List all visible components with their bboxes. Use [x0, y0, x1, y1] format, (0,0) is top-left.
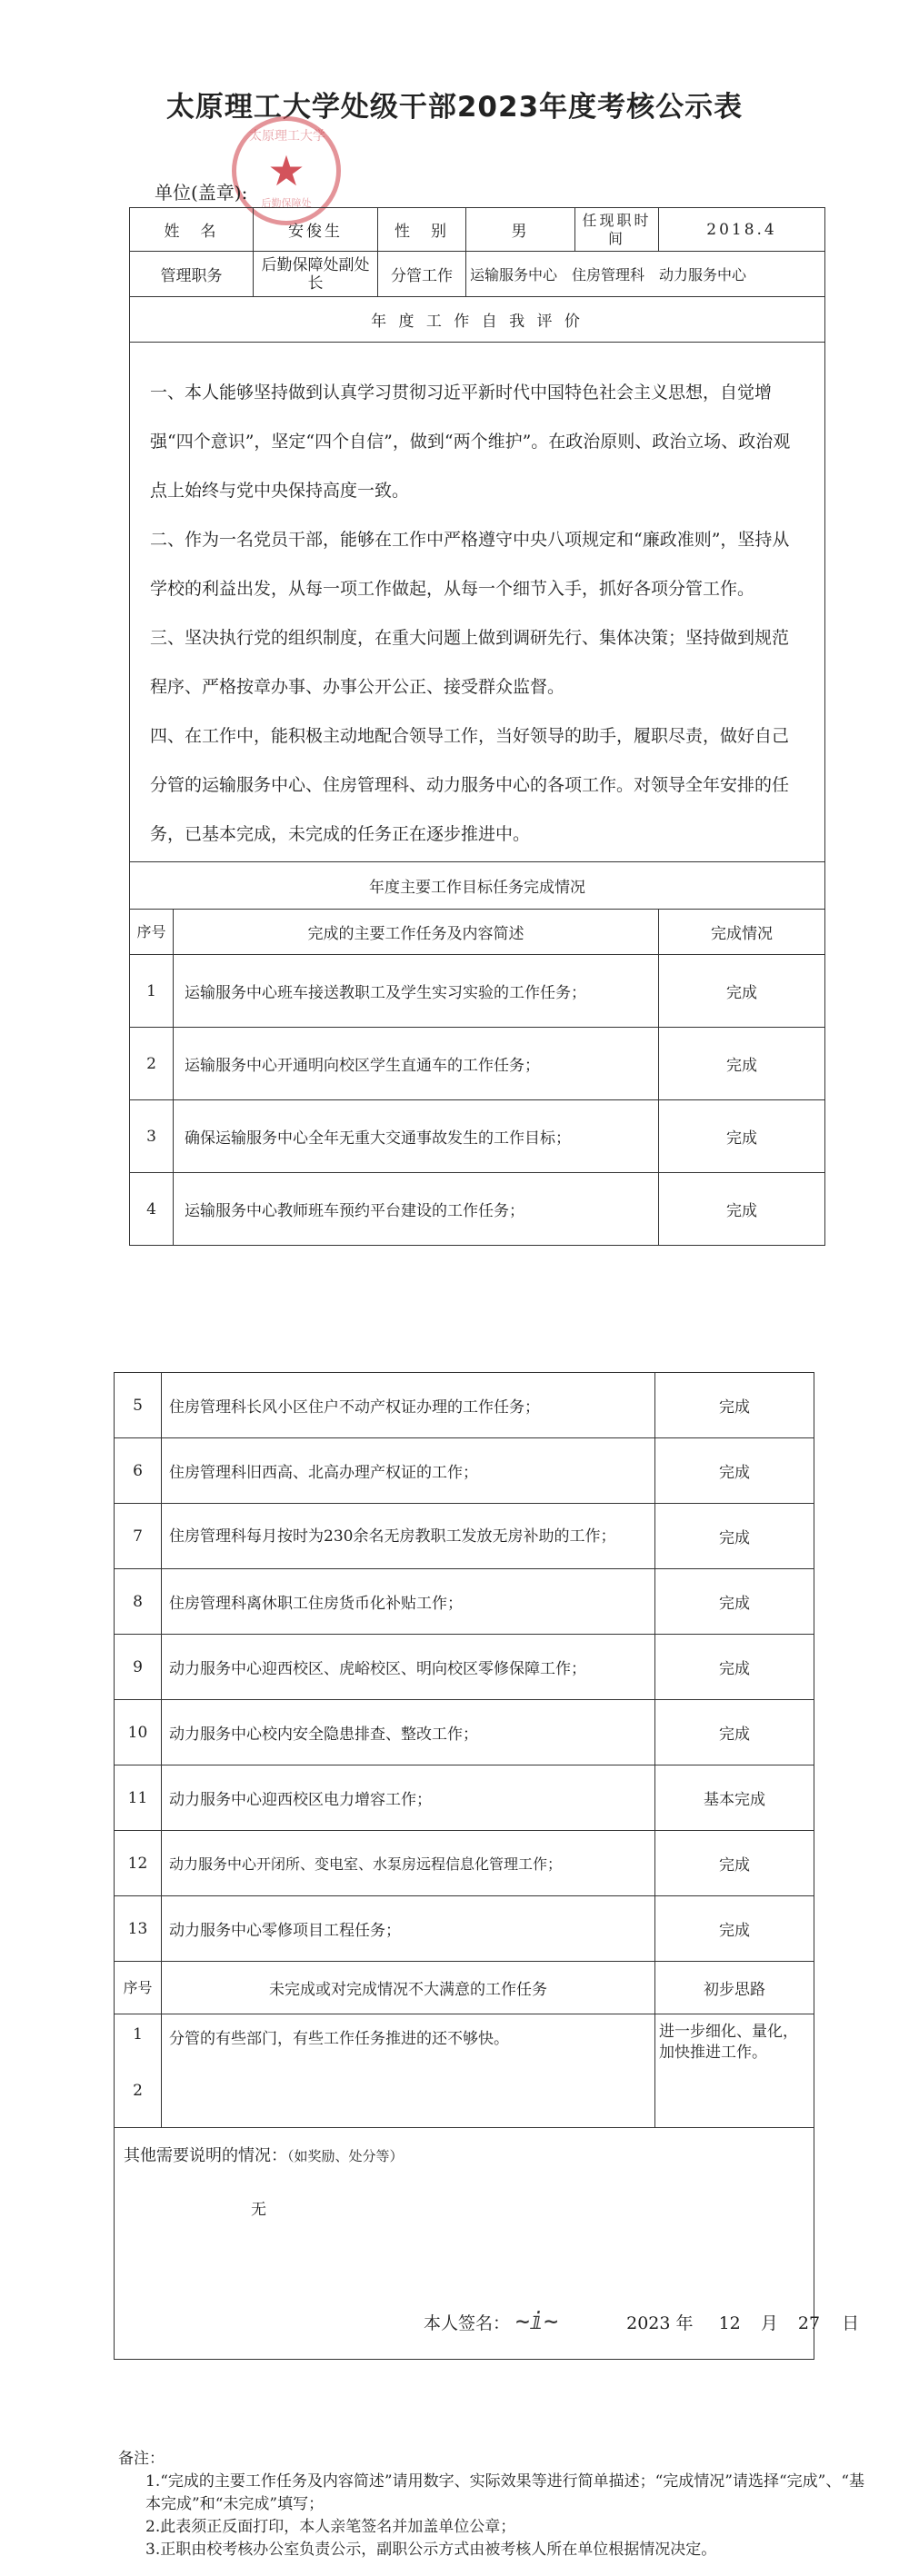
task-no: 8 [115, 1569, 162, 1635]
star-icon: ★ [267, 146, 305, 195]
table-row [115, 1569, 814, 1635]
table-row [130, 1028, 825, 1100]
task-desc: 运输服务中心开通明向校区学生直通车的工作任务； [174, 1028, 659, 1100]
name-label: 姓 名 [130, 208, 254, 252]
task-no: 1 [130, 955, 174, 1028]
task-status: 完成 [659, 955, 825, 1028]
other-section [115, 2128, 860, 2360]
notes-label: 备注： [118, 2450, 165, 2468]
self-eval-para-1: 一、本人能够坚持做到认真学习贯彻习近平新时代中国特色社会主义思想，自觉增强“四个意识”，坚定“四个自信”，做到“两个维护”。在政治原则、政治立场、政治观点上始终与党中央保持高度一致。 [150, 383, 791, 501]
task-no: 2 [130, 1028, 174, 1100]
unfinished-desc: 分管的有些部门，有些工作任务推进的还不够快。 [162, 2014, 655, 2128]
handwritten-signature: ~ⅈ~ [515, 2308, 559, 2335]
self-eval-heading: 年 度 工 作 自 我 评 价 [130, 297, 825, 343]
task-no: 3 [130, 1100, 174, 1173]
duty-label: 管理职务 [130, 252, 254, 297]
task-desc: 住房管理科每月按时为230余名无房教职工发放无房补助的工作； [162, 1504, 655, 1569]
task-desc: 确保运输服务中心全年无重大交通事故发生的工作目标； [174, 1100, 659, 1173]
task-desc: 住房管理科长风小区住户不动产权证办理的工作任务； [162, 1373, 655, 1438]
task-desc: 动力服务中心校内安全隐患排查、整改工作； [162, 1700, 655, 1765]
task-desc: 住房管理科离休职工住房货币化补贴工作； [162, 1569, 655, 1635]
tasks-heading: 年度主要工作目标任务完成情况 [130, 862, 825, 910]
unfinished-col-idea: 初步思路 [655, 1962, 814, 2014]
task-status: 完成 [655, 1700, 814, 1765]
assessment-table-page1 [129, 207, 825, 1246]
task-status: 完成 [655, 1504, 814, 1569]
sign-month: 12 [718, 2313, 741, 2333]
assessment-table-page2 [114, 1372, 860, 2360]
table-row [130, 1173, 825, 1246]
note-item: 1.“完成的主要工作任务及内容简述”请用数字、实际效果等进行简单描述；“完成情况”请选择“完成”、“基本完成”和“未完成”填写； [145, 2472, 865, 2513]
task-no: 10 [115, 1700, 162, 1765]
unfinished-nos [115, 2014, 162, 2128]
unfinished-col-desc: 未完成或对完成情况不大满意的工作任务 [162, 1962, 655, 2014]
self-eval-para-2: 二、作为一名党员干部，能够在工作中严格遵守中央八项规定和“廉政准则”，坚持从学校的利益出发，从每一项工作做起，从每一个细节入手，抓好各项分管工作。 [150, 530, 790, 599]
table-row [115, 1831, 814, 1896]
task-no: 6 [115, 1438, 162, 1504]
charge-value: 运输服务中心 住房管理科 动力服务中心 [466, 252, 825, 297]
task-no: 12 [115, 1831, 162, 1896]
other-hint: （如奖励、处分等） [287, 2148, 404, 2164]
gender-label: 性 别 [378, 208, 466, 252]
task-no: 4 [130, 1173, 174, 1246]
unfinished-no: 2 [133, 2082, 143, 2100]
signature-line [424, 2308, 860, 2335]
task-status: 完成 [659, 1028, 825, 1100]
table-row [115, 1504, 814, 1569]
task-desc: 动力服务中心开闭所、变电室、水泵房远程信息化管理工作； [162, 1831, 655, 1896]
task-status: 完成 [659, 1173, 825, 1246]
name-value: 安俊生 [254, 208, 378, 252]
task-status: 基本完成 [655, 1765, 814, 1831]
table-row [115, 1896, 814, 1962]
task-desc: 动力服务中心迎西校区、虎峪校区、明向校区零修保障工作； [162, 1635, 655, 1700]
self-eval-para-4: 四、在工作中，能积极主动地配合领导工作，当好领导的助手，履职尽责，做好自己分管的运输服务中心、住房管理科、动力服务中心的各项工作。对领导全年安排的任务，已基本完成，未完成的任务正在逐步推进中。 [150, 726, 790, 844]
other-content: 无 [251, 2201, 266, 2219]
unit-label: 单位(盖章): [155, 182, 248, 204]
col-status: 完成情况 [659, 910, 825, 955]
table-row [115, 1765, 814, 1831]
table-row [115, 1373, 814, 1438]
task-no: 13 [115, 1896, 162, 1962]
notes [118, 2448, 873, 2561]
note-item: 3.正职由校考核办公室负责公示，副职公示方式由被考核人所在单位根据情况决定。 [145, 2541, 717, 2559]
unfinished-no: 1 [133, 2025, 143, 2044]
table-row [115, 1700, 814, 1765]
task-desc: 住房管理科旧西高、北高办理产权证的工作； [162, 1438, 655, 1504]
table-row [115, 1635, 814, 1700]
task-desc: 动力服务中心迎西校区电力增容工作； [162, 1765, 655, 1831]
gender-value: 男 [466, 208, 575, 252]
sign-day-unit: 日 [842, 2313, 860, 2333]
table-row [130, 1100, 825, 1173]
task-status: 完成 [655, 1373, 814, 1438]
sign-year: 2023 [626, 2313, 671, 2333]
task-status: 完成 [655, 1896, 814, 1962]
other-label: 其他需要说明的情况： [124, 2146, 287, 2165]
since-label: 任现职时间 [575, 208, 659, 252]
task-no: 11 [115, 1765, 162, 1831]
sign-year-unit: 年 [675, 2313, 694, 2333]
col-no: 序号 [130, 910, 174, 955]
col-desc: 完成的主要工作任务及内容简述 [174, 910, 659, 955]
seal-text-top: 太原理工大学 [249, 129, 325, 144]
task-status: 完成 [655, 1438, 814, 1504]
sign-month-unit: 月 [760, 2313, 778, 2333]
page-title: 太原理工大学处级干部2023年度考核公示表 [165, 91, 744, 124]
note-item: 2.此表须正反面打印，本人亲笔签名并加盖单位公章； [145, 2518, 516, 2536]
unfinished-idea: 进一步细化、量化，加快推进工作。 [655, 2014, 814, 2128]
sign-label: 本人签名： [424, 2313, 511, 2333]
task-desc: 运输服务中心教师班车预约平台建设的工作任务； [174, 1173, 659, 1246]
sign-day: 27 [797, 2313, 821, 2333]
task-status: 完成 [655, 1635, 814, 1700]
unfinished-col-no: 序号 [115, 1962, 162, 2014]
charge-label: 分管工作 [378, 252, 466, 297]
task-no: 9 [115, 1635, 162, 1700]
since-value: 2018.4 [659, 208, 825, 252]
table-row [115, 1438, 814, 1504]
table-row [130, 955, 825, 1028]
task-status: 完成 [655, 1831, 814, 1896]
table-row [115, 2014, 814, 2128]
task-status: 完成 [659, 1100, 825, 1173]
task-desc: 动力服务中心零修项目工程任务； [162, 1896, 655, 1962]
task-no: 5 [115, 1373, 162, 1438]
task-desc: 运输服务中心班车接送教职工及学生实习实验的工作任务； [174, 955, 659, 1028]
duty-value: 后勤保障处副处长 [254, 252, 378, 297]
task-no: 7 [115, 1504, 162, 1569]
task-status: 完成 [655, 1569, 814, 1635]
self-eval-para-3: 三、坚决执行党的组织制度，在重大问题上做到调研先行、集体决策；坚持做到规范程序、严格按章办事、办事公开公正、接受群众监督。 [150, 628, 790, 697]
seal-text-bottom: 后勤保障处 [261, 197, 312, 209]
self-eval-content [130, 343, 825, 862]
